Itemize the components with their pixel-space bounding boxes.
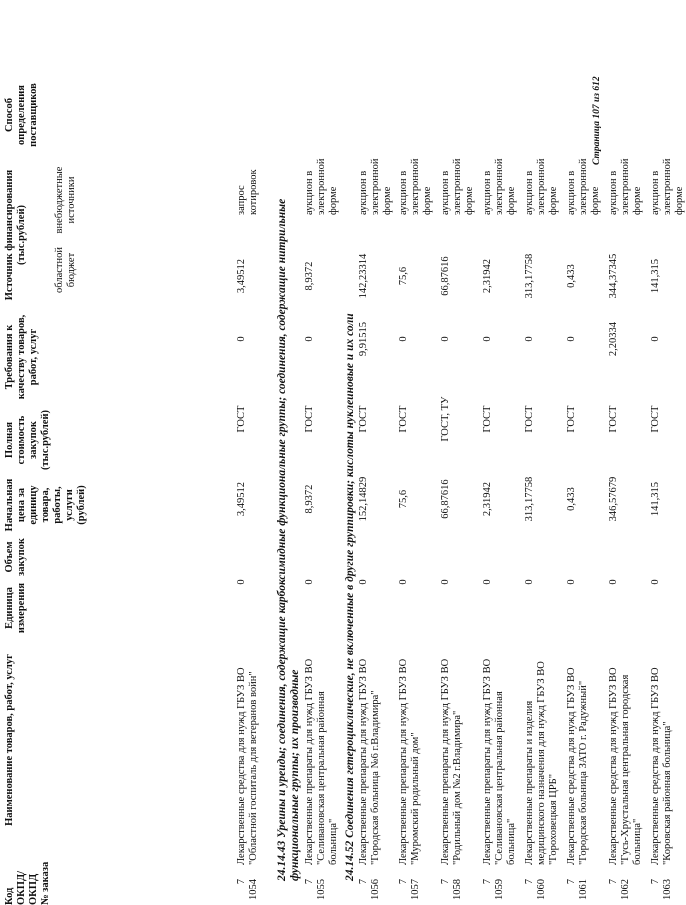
row-total: 75,6 [398,489,409,509]
row-method: аукцион в электронной форме [566,158,601,215]
row-budget: 0 [398,336,409,342]
header-code-line: Код [4,887,15,905]
row-method: аукцион в электронной форме [524,158,559,215]
row-name: Лекарственные средства для нужд ГБУЗ ВО "Городская больница ЗАТО г. Радужный" [566,667,589,865]
row-method: аукцион в электронной форме [440,158,475,215]
row-requirements: ГОСТ, ТУ [440,396,451,442]
row-budget: 9,91515 [358,321,369,357]
row-name: Лекарственные препараты для нужд ГБУЗ ВО "Селивановская центральная районная больница" [304,658,339,865]
row-requirements: ГОСТ [358,405,369,433]
header-total-cost: Полная стоимость закупок (тыс.рублей) [4,409,51,471]
row-unit-price: 0 [566,579,577,585]
row-extra: 141,315 [650,258,661,294]
row-prefix: 7 [304,879,315,885]
table-header [4,0,228,905]
row-prefix: 7 [566,879,577,885]
row-total: 141,315 [650,481,661,517]
row-requirements: ГОСТ [608,405,619,433]
row-number [236,879,260,905]
section-text: Уреины и уреиды; соединения, содержащие карбоксимидные функциональные группы; соединения, содержащие нитрильные функциональные группы; их производные [276,198,301,881]
row-requirements: ГОСТ [304,405,315,433]
row-method: аукцион в электронной форме [650,158,685,215]
row-method: запрос котировок [236,169,259,215]
row-unit-price: 0 [650,579,661,585]
header-source-budget: областной бюджет [54,247,77,293]
row-extra: 66,87616 [440,256,451,296]
row-number [440,879,464,905]
row-id: 1057 [410,879,421,900]
row-unit-price: 0 [524,579,535,585]
row-total: 313,17758 [524,476,535,522]
header-source-extra: внебюджетные источники [54,166,77,234]
row-requirements: ГОСТ [524,405,535,433]
row-prefix: 7 [440,879,451,885]
row-prefix: 7 [236,879,247,885]
header-code-line: ОКПД [28,873,39,905]
row-total: 346,57679 [608,476,619,522]
row-extra: 142,23314 [358,253,369,299]
row-id: 1060 [536,879,547,900]
row-extra: 2,31942 [482,258,493,294]
row-budget: 2,20334 [608,321,619,357]
row-name: Лекарственные средства для нужд ГБУЗ ВО "Коровская районная больница" [650,667,673,865]
row-unit-price: 0 [236,579,247,585]
row-name: Лекарственные препараты для нужд ГБУЗ ВО "Родильный дом №2 г.Владимира" [440,658,463,865]
row-name: Лекарственные средства для нужд ГБУЗ ВО "Гусь-Хрустальная центральная городская больница" [608,667,643,865]
row-budget: 0 [524,336,535,342]
row-extra: 3,49512 [236,258,247,294]
row-method: аукцион в электронной форме [398,158,433,215]
row-unit-price: 0 [358,579,369,585]
row-budget: 0 [650,336,661,342]
row-method: аукцион в электронной форме [608,158,643,215]
row-name: Лекарственные препараты для нужд ГБУЗ ВО "Городская больница №6 г.Владимира" [358,658,381,865]
section-code: 24.14.52 [344,840,356,881]
row-unit-price: 0 [482,579,493,585]
header-unit-price: Начальная цена за единицу товара, работы, услуги (рублей) [4,478,87,532]
header-name: Наименование товаров, работ, услуг [4,654,15,826]
row-total: 2,31942 [482,481,493,517]
row-id: 1061 [578,879,589,900]
row-unit-price: 0 [398,579,409,585]
row-number [608,879,632,905]
row-total: 0,433 [566,487,577,511]
row-method: аукцион в электронной форме [358,158,393,215]
row-unit-price: 0 [608,579,619,585]
row-total: 66,87616 [440,479,451,519]
row-budget: 0 [566,336,577,342]
header-code-line: № заказа [40,861,51,905]
header-code [4,845,52,905]
row-method: аукцион в электронной форме [482,158,517,215]
section-code: 24.14.43 [276,840,288,881]
row-id: 1055 [316,879,327,900]
header-volume: Объем закупок [4,538,27,576]
row-requirements: ГОСТ [650,405,661,433]
row-number [304,879,328,905]
header-unit: Единица измерения [4,582,27,634]
row-prefix: 7 [524,879,535,885]
row-prefix: 7 [608,879,619,885]
row-extra: 313,17758 [524,253,535,299]
row-name: Лекарственные средства для нужд ГБУЗ ВО "Областной госпиталь для ветеранов войн" [236,667,259,865]
row-budget: 0 [304,336,315,342]
row-method: аукцион в электронной форме [304,158,339,215]
row-name: Лекарственные препараты и изделия медицинского назначения для нужд ГБУЗ ВО "Гороховецкая ЦРБ" [524,661,559,865]
row-id: 1062 [620,879,631,900]
row-requirements: ГОСТ [482,405,493,433]
row-prefix: 7 [358,879,369,885]
row-extra: 8,9372 [304,261,315,291]
row-number [566,879,590,905]
row-extra: 0,433 [566,264,577,288]
row-budget: 0 [236,336,247,342]
row-prefix: 7 [482,879,493,885]
section-text: Соединения гетероциклические, не включенные в другие группировки; кислоты нуклеиновые и их соли [344,313,356,838]
row-number [358,879,382,905]
row-id: 1063 [662,879,673,900]
row-unit-price: 0 [304,579,315,585]
row-id: 1058 [452,879,463,900]
row-requirements: ГОСТ [566,405,577,433]
row-unit-price: 0 [440,579,451,585]
row-extra: 344,37345 [608,253,619,299]
row-number [524,879,548,905]
page-footer: Страница 107 из 612 [592,76,602,165]
row-total: 8,9372 [304,484,315,514]
section-heading [344,121,357,881]
header-code-line: ОКПД/ [16,870,27,905]
row-budget: 0 [440,336,451,342]
row-number [398,879,422,905]
row-total: 152,14829 [358,476,369,522]
row-requirements: ГОСТ [236,405,247,433]
row-prefix: 7 [398,879,409,885]
row-number [482,879,506,905]
header-requirements: Требования к качеству товаров, работ, услуг [4,314,39,400]
row-budget: 0 [482,336,493,342]
header-sources: Источник финансирования (тыс.рублей) [4,169,27,301]
row-prefix: 7 [650,879,661,885]
row-id: 1059 [494,879,505,900]
section-heading [276,121,301,881]
row-name: Лекарственные препараты для нужд ГБУЗ ВО "Селивановская центральная районная больница" [482,658,517,865]
row-requirements: ГОСТ [398,405,409,433]
row-number [650,879,674,905]
row-id: 1056 [370,879,381,900]
row-total: 3,49512 [236,481,247,517]
row-extra: 75,6 [398,266,409,286]
row-id: 1054 [248,879,259,900]
row-name: Лекарственные препараты для нужд ГБУЗ ВО "Муромский родильный дом" [398,658,421,865]
header-method: Способ определения поставщиков [4,83,39,147]
